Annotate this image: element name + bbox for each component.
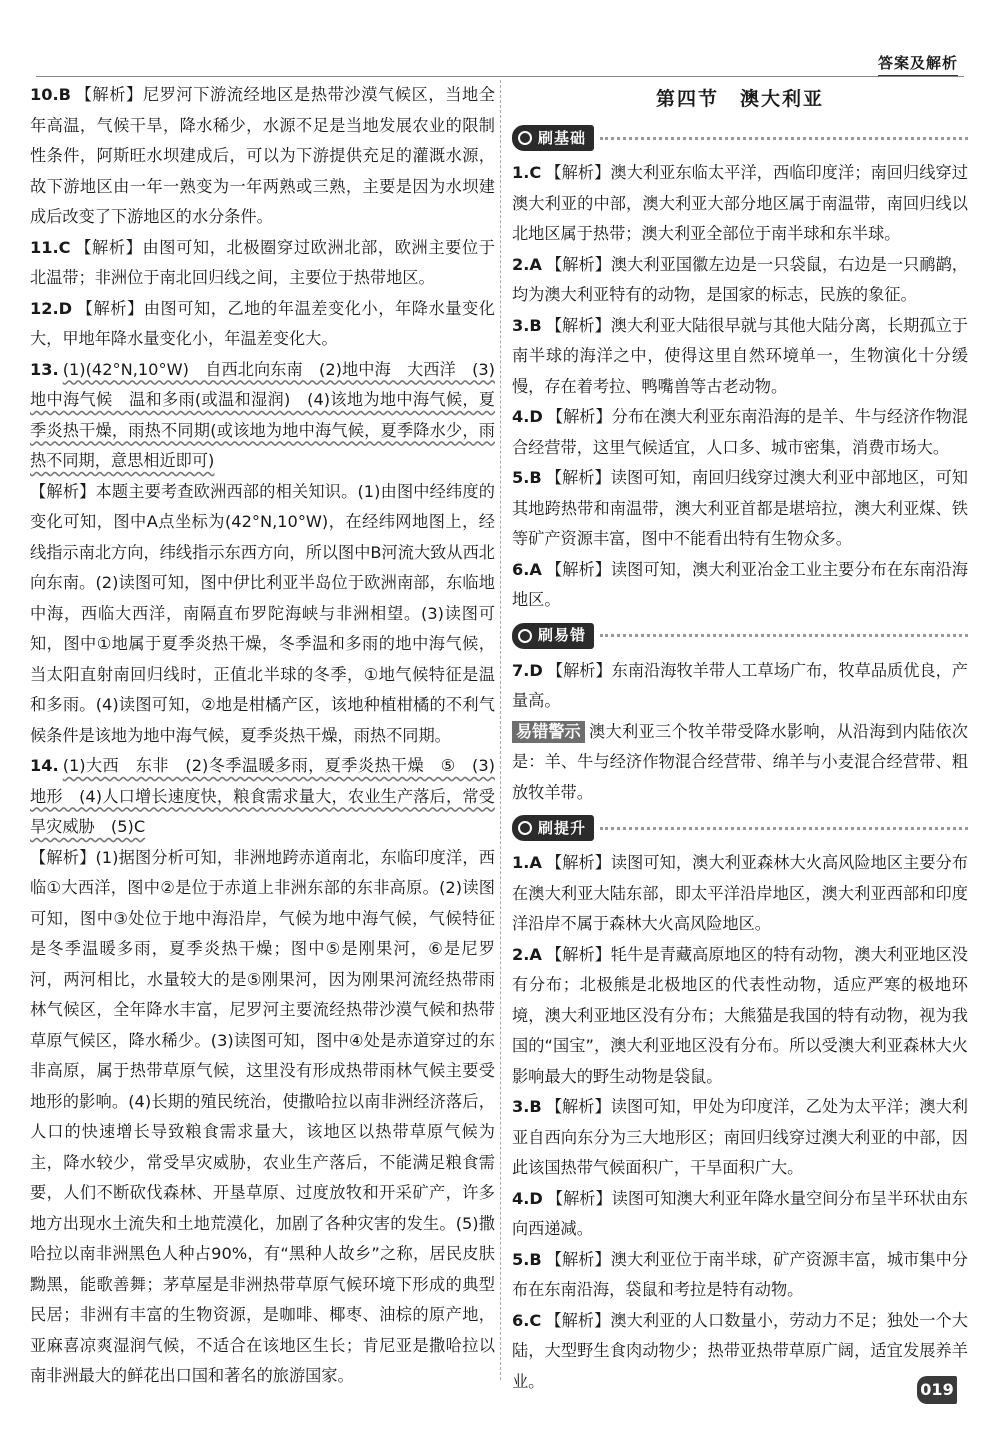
item-text: 【解析】澳大利亚大陆很早就与其他大陆分离，长期孤立于南半球的海洋之中，使得这里自然环境单一，生物演化十分缓慢，存在着考拉、鸭嘴兽等古老动物。 <box>512 315 968 396</box>
item-text: 【解析】读图可知，澳大利亚森林大火高风险地区主要分布在澳大利亚大陆东部，即太平洋沿岸地区，澳大利亚西部和印度洋沿岸不属于森林大火高风险地区。 <box>512 853 968 933</box>
tag-badge <box>512 125 594 151</box>
answer-item-adv-5 <box>512 1245 968 1306</box>
answer-item-13 <box>30 355 495 477</box>
item-text: 【解析】澳大利亚位于南半球，矿产资源丰富，城市集中分布在东南沿海，袋鼠和考拉是特有动物。 <box>512 1249 968 1299</box>
item-text: 【解析】读图可知，澳大利亚冶金工业主要分布在东南沿海地区。 <box>512 559 968 609</box>
item-text: 【解析】读图可知，甲处为印度洋，乙处为太平洋；澳大利亚自西向东分为三大地形区；南回归线穿过澳大利亚的中部，因此该国热带气候面积广，干旱面积广大。 <box>512 1097 968 1177</box>
item-number: 6.A <box>512 559 542 579</box>
answer-item-adv-3 <box>512 1092 968 1184</box>
tag-dotted-line <box>600 827 968 830</box>
tag-badge <box>512 623 594 649</box>
warning-note <box>512 717 968 809</box>
tag-label: 刷提升 <box>538 818 587 837</box>
item-text: 【解析】澳大利亚的人口数量小，劳动力不足；独处一个大陆，大型野生食肉动物少；热带亚热带草原广阔，适宜发展养羊业。 <box>512 1310 968 1391</box>
left-column <box>30 80 495 1392</box>
tag-dotted-line <box>600 634 968 637</box>
item-number: 7.D <box>512 660 543 680</box>
item-text: 【解析】牦牛是青藏高原地区的特有动物，澳大利亚地区没有分布；北极熊是北极地区的代表性动物，适应严寒的极地环境，澳大利亚地区没有分布；大熊猫是我国的特有动物，视为我国的“国宝”，澳大利亚地区没有分布。所以受澳大利亚森林大火影响最大的野生动物是袋鼠。 <box>512 944 968 1086</box>
tag-error <box>512 618 968 654</box>
item-number: 4.D <box>512 407 543 426</box>
item-text: 【解析】澳大利亚东临太平洋，西临印度洋；南回归线穿过澳大利亚的中部，澳大利亚大部分地区属于南温带，南回归线以北地区属于热带；澳大利亚全部位于南半球和东半球。 <box>512 163 968 243</box>
item-number: 1.A <box>512 853 542 872</box>
item-number: 6.C <box>512 1310 542 1330</box>
section-title: 第四节 澳大利亚 <box>655 88 824 110</box>
tag-advance <box>512 810 968 846</box>
answer-item-1 <box>512 158 968 250</box>
item-text: 【解析】澳大利亚国徽左边是一只袋鼠，右边是一只鸸鹋，均为澳大利亚特有的动物，是国家的标志，民族的象征。 <box>512 254 968 304</box>
answer-item-6 <box>512 555 968 616</box>
brush-icon <box>518 131 532 145</box>
warning-text: 澳大利亚三个牧羊带受降水影响，从沿海到内陆依次是：羊、牛与经济作物混合经营带、绵羊与小麦混合经营带、粗放牧羊带。 <box>512 721 968 802</box>
tag-label: 刷基础 <box>538 128 587 147</box>
item-number: 14. <box>30 756 59 775</box>
answer-item-10 <box>30 80 495 233</box>
item-number: 5.B <box>512 1249 542 1269</box>
tag-basic <box>512 120 968 156</box>
item-text: 【解析】本题主要考查欧洲西部的相关知识。(1)由图中经纬度的变化可知，图中A点坐标为(42°N,10°W)，在经纬网地图上，经线指示南北方向，纬线指示东西方向，所以图中B河流大致从西北向东南。(2)读图可知，图中伊比利亚半岛位于欧洲南部，东临地中海，西临大西洋，南隔直布罗陀海峡与非洲相望。(3)读图可知，图中①地属于夏季炎热干燥，冬季温和多雨的地中海气候，当太阳直射南回归线时，正值北半球的冬季，①地气候特征是温和多雨。(4)读图可知，②地是柑橘产区，该地种植柑橘的不利气候条件是该地为地中海气候，夏季炎热干燥，雨热不同期。 <box>30 481 495 745</box>
brush-icon <box>518 629 532 643</box>
item-number: 3.B <box>512 1097 542 1116</box>
item-number: 4.D <box>512 1188 543 1208</box>
header-label: 答案及解析 <box>878 52 958 77</box>
answer-item-14-analysis <box>30 843 495 1392</box>
answer-item-3 <box>512 311 968 403</box>
answer-item-adv-1 <box>512 848 968 940</box>
item-text: 【解析】尼罗河下游流经地区是热带沙漠气候区，当地全年高温，气候干旱，降水稀少，水源不足是当地发展农业的限制性条件，阿斯旺水坝建成后，可以为下游提供充足的灌溉水源，故下游地区由一年一熟变为一年两熟或三熟，主要是因为水坝建成后改变了下游地区的水分条件。 <box>30 85 495 226</box>
item-answer: (1)(42°N,10°W) 自西北向东南 (2)地中海 大西洋 (3)地中海气候 温和多雨(或温和湿润) (4)该地为地中海气候，夏季炎热干燥，雨热不同期(或该地为地中海气候，夏季降水少，雨热不同期，意思相近即可) <box>30 359 495 470</box>
tag-badge <box>512 815 594 841</box>
item-number: 10.B <box>30 85 72 104</box>
item-text: 【解析】读图可知澳大利亚年降水量空间分布呈半环状由东向西递减。 <box>512 1188 968 1238</box>
item-number: 1.C <box>512 163 542 182</box>
answer-item-adv-2 <box>512 940 968 1093</box>
item-number: 11.C <box>30 237 71 257</box>
tag-label: 刷易错 <box>538 626 587 645</box>
item-number: 2.A <box>512 254 542 274</box>
item-text: 【解析】东南沿海牧羊带人工草场广布，牧草品质优良，产量高。 <box>512 660 968 710</box>
item-number: 3.B <box>512 315 542 335</box>
header-rule <box>36 76 964 77</box>
answer-item-11 <box>30 233 495 294</box>
item-text: 【解析】由图可知，乙地的年温差变化小，年降水量变化大，甲地年降水量变化小，年温差变化大。 <box>30 298 495 348</box>
item-text: 【解析】读图可知，南回归线穿过澳大利亚中部地区，可知其地跨热带和南温带，澳大利亚首都是堪培拉，澳大利亚煤、铁等矿产资源丰富，图中不能看出特有生物众多。 <box>512 468 968 548</box>
answer-item-4 <box>512 402 968 463</box>
item-text: 【解析】(1)据图分析可知，非洲地跨赤道南北，东临印度洋，西临①大西洋，图中②是位于赤道上非洲东部的东非高原。(2)读图可知，图中③处位于地中海沿岸，气候为地中海气候，气候特征是冬季温暖多雨，夏季炎热干燥；图中⑤是刚果河，⑥是尼罗河，两河相比，水量较大的是⑤刚果河，因为刚果河流经热带雨林气候区，全年降水丰富，尼罗河主要流经热带沙漠气候和热带草原气候区，降水稀少。(3)读图可知，图中④处是赤道穿过的东非高原，属于热带草原气候，这里没有形成热带雨林气候主要受地形的影响。(4)长期的殖民统治，使撒哈拉以南非洲经济落后，人口的快速增长导致粮食需求量大，该地区以热带草原气候为主，降水较少，常受旱灾威胁，农业生产落后，不能满足粮食需要，人们不断砍伐森林、开垦草原、过度放牧和开采矿产，许多地方出现水土流失和土地荒漠化，加剧了各种灾害的发生。(5)撒哈拉以南非洲黑色人种占90%，有“黑种人故乡”之称，居民皮肤黝黑，能歌善舞；茅草屋是非洲热带草原气候环境下形成的典型民居；非洲有丰富的生物资源，是咖啡、椰枣、油棕的原产地，亚麻喜凉爽湿润气候，不适合在该地区生长；肯尼亚是撒哈拉以南非洲最大的鲜花出口国和著名的旅游国家。 <box>30 847 495 1385</box>
tag-dotted-line <box>600 137 968 140</box>
answer-item-14 <box>30 751 495 843</box>
brush-icon <box>518 821 532 835</box>
item-text: 【解析】分布在澳大利亚东南沿海的是羊、牛与经济作物混合经营带，这里气候适宜，人口多、城市密集，消费市场大。 <box>512 407 968 457</box>
column-divider <box>500 80 501 1380</box>
page-number: 019 <box>917 1376 957 1404</box>
answer-item-7 <box>512 656 968 717</box>
answer-item-13-analysis <box>30 477 495 752</box>
item-number: 5.B <box>512 468 542 487</box>
item-number: 13. <box>30 359 59 379</box>
warning-label: 易错警示 <box>512 721 585 743</box>
item-text: 【解析】由图可知，北极圈穿过欧洲北部，欧洲主要位于北温带；非洲位于南北回归线之间，主要位于热带地区。 <box>30 237 495 287</box>
answer-item-adv-4 <box>512 1184 968 1245</box>
answer-item-5 <box>512 463 968 555</box>
item-number: 2.A <box>512 944 542 964</box>
answer-item-12 <box>30 294 495 355</box>
item-number: 12.D <box>30 298 73 318</box>
answer-item-adv-6 <box>512 1306 968 1398</box>
right-column <box>512 80 968 1397</box>
item-answer: (1)大西 东非 (2)冬季温暖多雨，夏季炎热干燥 ⑤ (3)地形 (4)人口增长速度快，粮食需求量大，农业生产落后，常受旱灾威胁 (5)C <box>30 756 495 836</box>
answer-item-2 <box>512 250 968 311</box>
